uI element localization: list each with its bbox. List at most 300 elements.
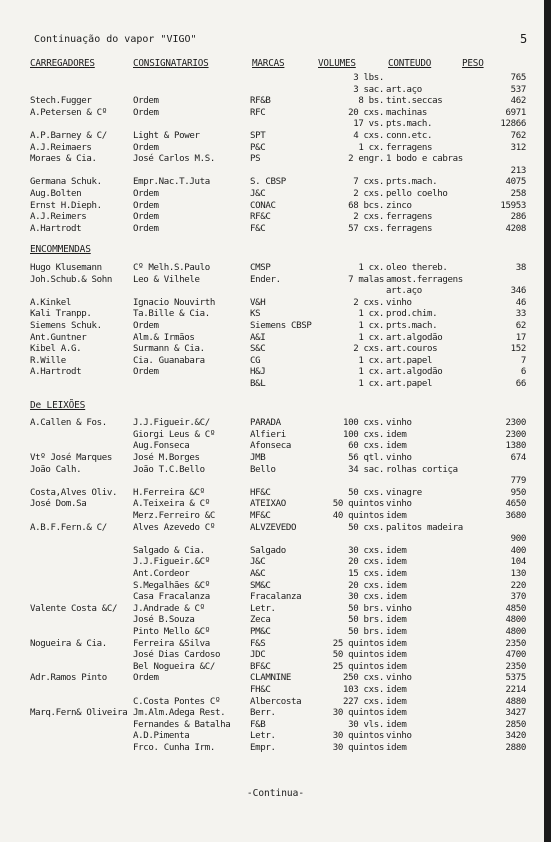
cell-consignatario: Frco. Cunha Irm. bbox=[133, 743, 215, 753]
cell-conteudo: idem bbox=[386, 708, 407, 719]
cell-conteudo: art.aço bbox=[386, 84, 422, 95]
cell-volumes: 1 cx. bbox=[358, 263, 384, 273]
cell-carregador: Valente Costa &C/ bbox=[30, 603, 118, 614]
table-row bbox=[0, 95, 551, 107]
table-row bbox=[0, 417, 551, 429]
cell-conteudo: idem bbox=[386, 429, 407, 440]
table-row bbox=[0, 498, 551, 510]
cell-peso: 220 bbox=[510, 580, 526, 591]
cell-consignatario: Jm.Alm.Adega Rest. bbox=[133, 708, 226, 719]
table-row bbox=[0, 200, 551, 212]
cell-conteudo: prod.chim. bbox=[386, 309, 438, 320]
table-row bbox=[0, 696, 551, 708]
cell-peso: 2300 bbox=[505, 429, 526, 440]
cell-conteudo: vinagre bbox=[386, 487, 422, 498]
cell-consignatario: Cº Melh.S.Paulo bbox=[133, 263, 210, 273]
cell-conteudo: conn.etc. bbox=[386, 131, 433, 141]
cell-conteudo: zinco bbox=[386, 200, 412, 211]
cell-peso: 2300 bbox=[505, 418, 526, 429]
cell-conteudo: palitos madeira bbox=[386, 522, 463, 533]
cell-peso: 4880 bbox=[505, 696, 526, 707]
cell-marca: JDC bbox=[250, 650, 266, 661]
cell-conteudo: art.papel bbox=[386, 379, 433, 389]
cell-carregador: Vtº José Marques bbox=[30, 453, 112, 463]
table-row bbox=[0, 614, 551, 626]
cell-volumes: 1 cx. bbox=[358, 379, 384, 389]
table-row bbox=[0, 707, 551, 719]
cell-marca: Bello bbox=[250, 464, 276, 475]
cell-conteudo: prts.mach. bbox=[386, 321, 438, 331]
cell-marca: SPT bbox=[250, 131, 266, 141]
cell-volumes: 20 cxs. bbox=[348, 557, 384, 568]
cell-conteudo: idem bbox=[386, 545, 407, 556]
cell-marca: PS bbox=[250, 154, 261, 165]
cell-carregador: A.Petersen & Cº bbox=[30, 107, 107, 118]
cell-conteudo: art.aço bbox=[386, 286, 422, 297]
cell-peso: 7 bbox=[520, 355, 526, 366]
cell-conteudo: idem bbox=[386, 511, 407, 521]
cell-volumes: 30 cxs. bbox=[348, 592, 384, 603]
cell-peso: 2850 bbox=[505, 719, 526, 730]
cell-conteudo: idem bbox=[386, 557, 407, 568]
cell-consignatario: Bel Nogueira &C/ bbox=[133, 661, 215, 672]
table-row bbox=[0, 545, 551, 557]
cell-marca: A&C bbox=[250, 569, 266, 579]
table-row bbox=[0, 661, 551, 673]
cell-volumes: 50 quintos bbox=[332, 499, 384, 510]
cell-carregador: A.Kinkel bbox=[30, 297, 71, 308]
cell-consignatario: Ordem bbox=[133, 673, 159, 684]
cell-conteudo: vinho bbox=[386, 603, 412, 614]
cell-consignatario: Empr.Nac.T.Juta bbox=[133, 177, 210, 188]
cell-conteudo: idem bbox=[386, 743, 407, 753]
cell-volumes: 68 bcs. bbox=[348, 200, 384, 211]
cell-volumes: 50 brs. bbox=[348, 615, 384, 626]
cell-peso: 38 bbox=[515, 263, 526, 273]
table-row bbox=[0, 672, 551, 684]
table-row bbox=[0, 742, 551, 754]
cell-volumes: 2 engr. bbox=[348, 154, 384, 165]
cell-carregador: A.J.Reimers bbox=[30, 212, 87, 223]
cell-consignatario: José B.Souza bbox=[133, 615, 195, 626]
table-row bbox=[0, 176, 551, 188]
cell-volumes: 57 cxs. bbox=[348, 223, 384, 234]
cell-volumes: 50 brs. bbox=[348, 627, 384, 637]
table-row bbox=[0, 118, 551, 130]
column-header-conteudo: CONTEUDO bbox=[388, 58, 432, 69]
table-row bbox=[0, 211, 551, 223]
cell-conteudo: idem bbox=[386, 650, 407, 661]
cell-consignatario: Leo & Vilhele bbox=[133, 274, 200, 285]
table-row bbox=[0, 730, 551, 742]
cell-marca: KS bbox=[250, 309, 261, 320]
cell-volumes: 30 quintos bbox=[332, 743, 384, 753]
cell-marca: Letr. bbox=[250, 603, 276, 614]
cell-volumes: 20 cxs. bbox=[348, 580, 384, 591]
cell-carregador: João Calh. bbox=[30, 464, 82, 475]
cell-consignatario: Fernandes & Batalha bbox=[133, 719, 231, 730]
cell-marca: Salgado bbox=[250, 545, 286, 556]
cell-volumes: 100 cxs. bbox=[343, 429, 384, 440]
cell-peso: 2350 bbox=[505, 661, 526, 672]
cell-carregador: Ernst H.Dieph. bbox=[30, 200, 102, 211]
cell-consignatario: Casa Fracalanza bbox=[133, 592, 210, 603]
section-title: ENCOMMENDAS bbox=[30, 244, 91, 256]
cell-volumes: 20 cxs. bbox=[348, 107, 384, 118]
cell-consignatario: S.Megalhães &Cº bbox=[133, 580, 210, 591]
column-header-consignatarios: CONSIGNATARIOS bbox=[133, 58, 209, 69]
cell-marca: MF&C bbox=[250, 511, 271, 521]
column-header-volumes: VOLUMES bbox=[318, 58, 356, 69]
table-row bbox=[0, 464, 551, 476]
cell-consignatario: Aug.Fonseca bbox=[133, 441, 190, 452]
cell-consignatario: Alves Azevedo Cº bbox=[133, 522, 215, 533]
cell-conteudo: vinho bbox=[386, 453, 412, 463]
cell-marca: F&S bbox=[250, 638, 266, 649]
table-row bbox=[0, 107, 551, 119]
cell-volumes: 30 quintos bbox=[332, 731, 384, 742]
cell-consignatario: C.Costa Pontes Cº bbox=[133, 696, 221, 707]
cell-peso: 258 bbox=[510, 189, 526, 199]
table-row bbox=[0, 130, 551, 142]
table-row bbox=[0, 510, 551, 522]
page-header-title: Continuação do vapor "VIGO" bbox=[34, 34, 197, 45]
cell-consignatario: Merz.Ferreiro &C bbox=[133, 511, 215, 521]
cell-peso: 400 bbox=[510, 545, 526, 556]
cell-volumes: 30 quintos bbox=[332, 708, 384, 719]
table-row bbox=[0, 649, 551, 661]
cell-marca: F&B bbox=[250, 719, 266, 730]
cell-consignatario: A.Teixeira & Cº bbox=[133, 499, 210, 510]
cell-consignatario: José M.Borges bbox=[133, 453, 200, 463]
cell-marca: JMB bbox=[250, 453, 266, 463]
table-row bbox=[0, 522, 551, 534]
cell-marca: Fracalanza bbox=[250, 592, 302, 603]
cell-marca: Berr. bbox=[250, 708, 276, 719]
cell-carregador: R.Wille bbox=[30, 355, 66, 366]
cell-peso: 950 bbox=[510, 487, 526, 498]
cell-marca: CG bbox=[250, 355, 261, 366]
cell-carregador: Marq.Fern& Oliveira bbox=[30, 708, 128, 719]
cell-marca: Alfieri bbox=[250, 429, 286, 440]
cell-carregador: A.P.Barney & C/ bbox=[30, 131, 107, 141]
table-row bbox=[0, 223, 551, 235]
cell-consignatario: Ordem bbox=[133, 107, 159, 118]
cell-peso: 12866 bbox=[500, 119, 526, 130]
cell-peso: 5375 bbox=[505, 673, 526, 684]
cell-volumes: 2 cxs. bbox=[353, 212, 384, 223]
cell-volumes: 7 malas bbox=[348, 274, 384, 285]
cell-conteudo: vinho bbox=[386, 297, 412, 308]
cell-consignatario: Ordem bbox=[133, 367, 159, 378]
cell-peso: 3427 bbox=[505, 708, 526, 719]
cell-marca: FH&C bbox=[250, 685, 271, 695]
cell-consignatario: Ignacio Nouvirth bbox=[133, 297, 215, 308]
cell-peso: 537 bbox=[510, 84, 526, 95]
table-row bbox=[0, 72, 551, 84]
table-row bbox=[0, 378, 551, 390]
cell-volumes: 50 quintos bbox=[332, 650, 384, 661]
cell-volumes: 1 cx. bbox=[358, 321, 384, 331]
cell-peso: 286 bbox=[510, 212, 526, 223]
table-row bbox=[0, 355, 551, 367]
cell-volumes: 25 quintos bbox=[332, 638, 384, 649]
cell-peso: 1380 bbox=[505, 441, 526, 452]
cell-volumes: 1 cx. bbox=[358, 142, 384, 153]
cell-conteudo: idem bbox=[386, 592, 407, 603]
table-row bbox=[0, 591, 551, 603]
cell-consignatario: Ordem bbox=[133, 200, 159, 211]
cell-carregador: Germana Schuk. bbox=[30, 177, 102, 188]
cell-carregador: A.B.F.Fern.& C/ bbox=[30, 522, 107, 533]
cell-marca: Siemens CBSP bbox=[250, 321, 312, 331]
cell-volumes: 227 cxs. bbox=[343, 696, 384, 707]
cell-peso: 130 bbox=[510, 569, 526, 579]
table-row bbox=[0, 308, 551, 320]
table-row bbox=[0, 568, 551, 580]
cell-peso: 4800 bbox=[505, 615, 526, 626]
cell-volumes: 34 sac. bbox=[348, 464, 384, 475]
cell-marca: Zeca bbox=[250, 615, 271, 626]
cell-peso: 762 bbox=[510, 131, 526, 141]
cell-conteudo: 1 bodo e cabras bbox=[386, 154, 463, 165]
cell-consignatario: J.J.Figueir.&Cº bbox=[133, 557, 210, 568]
cell-consignatario: Ordem bbox=[133, 189, 159, 199]
table-row bbox=[0, 580, 551, 592]
column-header-carregadores: CARREGADORES bbox=[30, 58, 95, 69]
cell-marca: BF&C bbox=[250, 661, 271, 672]
cell-marca: Empr. bbox=[250, 743, 276, 753]
cell-peso: 62 bbox=[515, 321, 526, 331]
cell-conteudo: idem bbox=[386, 615, 407, 626]
cell-carregador: A.J.Reimaers bbox=[30, 142, 92, 153]
cell-carregador: Hugo Klusemann bbox=[30, 263, 102, 273]
column-header-marcas: MARCAS bbox=[252, 58, 285, 69]
cell-carregador: Adr.Ramos Pinto bbox=[30, 673, 107, 684]
cell-volumes: 2 cxs. bbox=[353, 189, 384, 199]
cell-consignatario: Ta.Bille & Cia. bbox=[133, 309, 210, 320]
cell-marca: CONAC bbox=[250, 200, 276, 211]
cell-marca: B&L bbox=[250, 379, 266, 389]
cell-peso: 900 bbox=[510, 534, 526, 545]
cell-peso: 15953 bbox=[500, 200, 526, 211]
cell-conteudo: idem bbox=[386, 569, 407, 579]
cell-peso: 33 bbox=[515, 309, 526, 320]
cell-volumes: 103 cxs. bbox=[343, 685, 384, 695]
cell-volumes: 3 lbs. bbox=[353, 73, 384, 83]
cell-consignatario: José Carlos M.S. bbox=[133, 154, 215, 165]
table-row bbox=[0, 274, 551, 286]
cell-peso: 4700 bbox=[505, 650, 526, 661]
cell-carregador: Nogueira & Cia. bbox=[30, 638, 107, 649]
cell-carregador: Siemens Schuk. bbox=[30, 321, 102, 331]
cell-peso: 2214 bbox=[505, 685, 526, 695]
cell-conteudo: idem bbox=[386, 696, 407, 707]
cell-conteudo: oleo thereb. bbox=[386, 263, 448, 273]
cell-peso: 213 bbox=[510, 165, 526, 176]
cell-carregador: Costa,Alves Oliv. bbox=[30, 487, 118, 498]
cell-peso: 674 bbox=[510, 453, 526, 463]
cell-consignatario: Surmann & Cia. bbox=[133, 344, 205, 355]
cell-conteudo: idem bbox=[386, 638, 407, 649]
cell-volumes: 50 cxs. bbox=[348, 522, 384, 533]
cell-consignatario: Ant.Cordeor bbox=[133, 569, 190, 579]
cell-conteudo: art.papel bbox=[386, 355, 433, 366]
cell-consignatario: Ordem bbox=[133, 96, 159, 107]
cell-volumes: 8 bs. bbox=[358, 96, 384, 107]
cell-marca: PM&C bbox=[250, 627, 271, 637]
cell-volumes: 40 quintos bbox=[332, 511, 384, 521]
cell-volumes: 3 sac. bbox=[353, 84, 384, 95]
cell-marca: Albercosta bbox=[250, 696, 302, 707]
cell-consignatario: A.D.Pimenta bbox=[133, 731, 190, 742]
cell-volumes: 15 cxs. bbox=[348, 569, 384, 579]
cell-marca: SM&C bbox=[250, 580, 271, 591]
cell-conteudo: tint.seccas bbox=[386, 96, 443, 107]
table-row bbox=[0, 320, 551, 332]
table-row bbox=[0, 684, 551, 696]
cell-consignatario: João T.C.Bello bbox=[133, 464, 205, 475]
cell-marca: A&I bbox=[250, 332, 266, 343]
cell-conteudo: idem bbox=[386, 719, 407, 730]
cell-marca: F&C bbox=[250, 223, 266, 234]
cell-peso: 4650 bbox=[505, 499, 526, 510]
cell-conteudo: vinho bbox=[386, 499, 412, 510]
cell-carregador: A.Hartrodt bbox=[30, 223, 82, 234]
section-title: De LEIXÕES bbox=[30, 399, 86, 411]
table-row bbox=[0, 603, 551, 615]
table-row bbox=[0, 440, 551, 452]
cell-consignatario: Cia. Guanabara bbox=[133, 355, 205, 366]
cell-conteudo: vinho bbox=[386, 731, 412, 742]
cell-conteudo: idem bbox=[386, 661, 407, 672]
table-row bbox=[0, 153, 551, 165]
table-row bbox=[0, 142, 551, 154]
cell-consignatario: Pinto Mello &Cº bbox=[133, 627, 210, 637]
table-row bbox=[0, 297, 551, 309]
cell-volumes: 1 cx. bbox=[358, 355, 384, 366]
cell-conteudo: art.algodão bbox=[386, 332, 443, 343]
cell-marca: Afonseca bbox=[250, 441, 291, 452]
table-row bbox=[0, 366, 551, 378]
cell-marca: PARADA bbox=[250, 418, 281, 429]
table-row bbox=[0, 556, 551, 568]
cell-volumes: 30 vls. bbox=[348, 719, 384, 730]
cell-carregador: Stech.Fugger bbox=[30, 96, 92, 107]
cell-consignatario: José Dias Cardoso bbox=[133, 650, 221, 661]
cell-marca: S. CBSP bbox=[250, 177, 286, 188]
cell-peso: 3420 bbox=[505, 731, 526, 742]
cell-volumes: 1 cx. bbox=[358, 367, 384, 378]
cell-peso: 2880 bbox=[505, 743, 526, 753]
cell-marca: S&C bbox=[250, 344, 266, 355]
cell-volumes: 25 quintos bbox=[332, 661, 384, 672]
cell-volumes: 50 cxs. bbox=[348, 487, 384, 498]
table-row bbox=[0, 626, 551, 638]
cell-conteudo: ferragens bbox=[386, 212, 433, 223]
cell-marca: ALVZEVEDO bbox=[250, 522, 297, 533]
table-row bbox=[0, 719, 551, 731]
cell-consignatario: Ordem bbox=[133, 223, 159, 234]
page-number: 5 bbox=[520, 32, 528, 46]
cell-carregador: Aug.Bolten bbox=[30, 189, 82, 199]
cell-volumes: 60 cxs. bbox=[348, 441, 384, 452]
cell-peso: 46 bbox=[515, 297, 526, 308]
cell-conteudo: vinho bbox=[386, 418, 412, 429]
column-header-peso: PESO bbox=[462, 58, 484, 69]
cell-peso: 4850 bbox=[505, 603, 526, 614]
cell-marca: J&C bbox=[250, 557, 266, 568]
table-row bbox=[0, 188, 551, 200]
cell-carregador: Kibel A.G. bbox=[30, 344, 82, 355]
cell-peso: 2350 bbox=[505, 638, 526, 649]
cell-conteudo: prts.mach. bbox=[386, 177, 438, 188]
table-row bbox=[0, 638, 551, 650]
table-row bbox=[0, 165, 551, 177]
cell-peso: 66 bbox=[515, 379, 526, 389]
cell-conteudo: art.algodão bbox=[386, 367, 443, 378]
cell-volumes: 50 brs. bbox=[348, 603, 384, 614]
cell-carregador: Joh.Schub.& Sohn bbox=[30, 274, 112, 285]
table-row bbox=[0, 332, 551, 344]
cell-peso: 3680 bbox=[505, 511, 526, 521]
cell-volumes: 17 vs. bbox=[353, 119, 384, 130]
cell-marca: CLAMNINE bbox=[250, 673, 291, 684]
cell-conteudo: rolhas cortiça bbox=[386, 464, 458, 475]
cell-peso: 779 bbox=[510, 476, 526, 487]
cell-conteudo: machinas bbox=[386, 107, 427, 118]
cell-volumes: 250 cxs. bbox=[343, 673, 384, 684]
table-row bbox=[0, 262, 551, 274]
cell-peso: 4075 bbox=[505, 177, 526, 188]
cell-carregador: Moraes & Cia. bbox=[30, 154, 97, 165]
table-row bbox=[0, 533, 551, 545]
cell-consignatario: Ordem bbox=[133, 212, 159, 223]
cell-peso: 6 bbox=[520, 367, 526, 378]
cell-conteudo: vinho bbox=[386, 673, 412, 684]
cell-peso: 4208 bbox=[505, 223, 526, 234]
cell-conteudo: art.couros bbox=[386, 344, 438, 355]
cell-marca: HF&C bbox=[250, 487, 271, 498]
cell-peso: 4800 bbox=[505, 627, 526, 637]
table-row bbox=[0, 452, 551, 464]
cell-marca: RF&C bbox=[250, 212, 271, 223]
cell-peso: 370 bbox=[510, 592, 526, 603]
cell-carregador: José Dom.Sa bbox=[30, 499, 87, 510]
cell-conteudo: pello coelho bbox=[386, 189, 448, 199]
cell-volumes: 2 cxs. bbox=[353, 344, 384, 355]
cell-marca: H&J bbox=[250, 367, 266, 378]
cell-conteudo: ferragens bbox=[386, 223, 433, 234]
table-row bbox=[0, 487, 551, 499]
cell-consignatario: Salgado & Cia. bbox=[133, 545, 205, 556]
cell-volumes: 1 cx. bbox=[358, 332, 384, 343]
cell-consignatario: Giorgi Leus & Cº bbox=[133, 429, 215, 440]
cell-peso: 6971 bbox=[505, 107, 526, 118]
cell-marca: Ender. bbox=[250, 274, 281, 285]
cell-peso: 346 bbox=[510, 286, 526, 297]
cell-marca: V&H bbox=[250, 297, 266, 308]
cell-conteudo: ferragens bbox=[386, 142, 433, 153]
cell-consignatario: Light & Power bbox=[133, 131, 200, 141]
cell-carregador: A.Callen & Fos. bbox=[30, 418, 107, 429]
cell-conteudo: idem bbox=[386, 685, 407, 695]
cell-volumes: 100 cxs. bbox=[343, 418, 384, 429]
cell-conteudo: idem bbox=[386, 580, 407, 591]
column-header-row bbox=[0, 58, 551, 72]
cell-consignatario: Ordem bbox=[133, 142, 159, 153]
table-row bbox=[0, 84, 551, 96]
